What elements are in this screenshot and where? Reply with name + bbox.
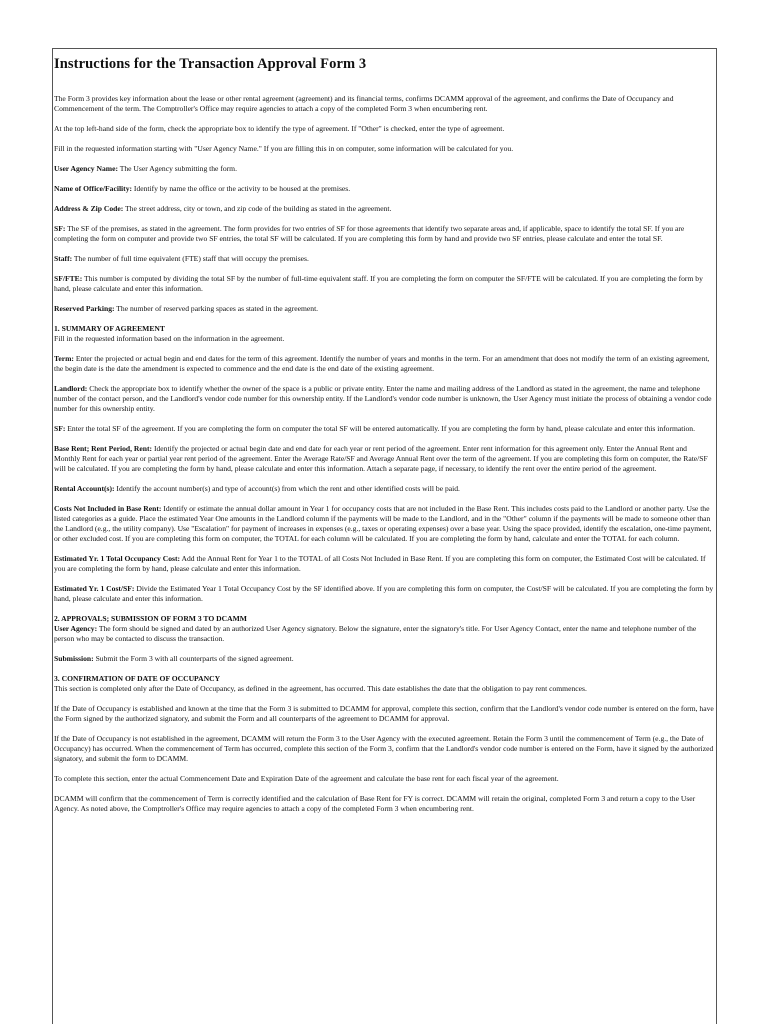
section-heading: 2. APPROVALS; SUBMISSION OF FORM 3 TO DCAMM xyxy=(54,614,247,623)
field-text: The number of reserved parking spaces as stated in the agreement. xyxy=(114,304,319,313)
field-label: Term: xyxy=(54,354,74,363)
section-heading: 3. CONFIRMATION OF DATE OF OCCUPANCY xyxy=(54,674,221,683)
field-instruction xyxy=(54,424,714,434)
section-paragraph: If the Date of Occupancy is established and known at the time that the Form 3 is submitted to DCAMM for approval, complete this section, confirm that the Landlord's vendor code number is entered on the form, have the Form signed by the authorized signatory, and submit the Form and all counterparts of the agreement to DCAMM for approval. xyxy=(54,704,714,723)
field-text: The User Agency submitting the form. xyxy=(117,164,237,173)
field-instruction xyxy=(54,254,714,264)
field-label: Estimated Yr. 1 Total Occupancy Cost: xyxy=(54,554,181,563)
intro-paragraph: Fill in the requested information starting with "User Agency Name." If you are filling this in on computer, some information will be calculated for you. xyxy=(54,144,514,153)
section-paragraph: To complete this section, enter the actual Commencement Date and Expiration Date of the agreement and calculate the base rent for each fiscal year of the agreement. xyxy=(54,774,559,783)
field-label: Rental Account(s): xyxy=(54,484,115,493)
field-text: Submit the Form 3 with all counterparts of the signed agreement. xyxy=(93,654,294,663)
field-instruction xyxy=(54,554,714,574)
field-instruction xyxy=(54,274,714,294)
field-instruction xyxy=(54,484,714,494)
field-instruction xyxy=(54,224,714,244)
field-instruction xyxy=(54,304,714,314)
field-text: The SF of the premises, as stated in the agreement. The form provides for two entries of SF for those agreements that identify two separate areas and, if applicable, space to identify the total SF. If you are completing the form on computer and provide two SF entries, the total SF will be calculated. If you are completing this form by hand and provide two SF entries, please calculate and enter the total SF. xyxy=(54,224,685,243)
intro-paragraph: The Form 3 provides key information about the lease or other rental agreement (agreement) and its financial terms, confirms DCAMM approval of the agreement, and confirms the Date of Occupancy and Commencement of the term. The Comptroller's Office may require agencies to attach a copy of the completed Form 3 when encumbering rent. xyxy=(54,94,674,113)
field-text: Divide the Estimated Year 1 Total Occupancy Cost by the SF identified above. If you are completing this form on computer, the Cost/SF will be calculated. If you are completing the form by hand, please calculate and enter this information. xyxy=(54,584,714,603)
field-label: Base Rent; Rent Period, Rent: xyxy=(54,444,153,453)
field-instruction xyxy=(54,204,714,214)
field-instruction xyxy=(54,444,714,474)
field-text: Identify the account number(s) and type of account(s) from which the rent and other identified costs will be paid. xyxy=(114,484,460,493)
document-body xyxy=(54,94,714,824)
section-paragraph: DCAMM will confirm that the commencement of Term is correctly identified and the calculation of Base Rent for FY is correct. DCAMM will retain the original, completed Form 3 and return a copy to the User Agency. As noted above, the Comptroller's Office may require agencies to attach a copy of the completed Form 3 when encumbering rent. xyxy=(54,794,696,813)
section-paragraph: If the Date of Occupancy is not established in the agreement, DCAMM will return the Form 3 to the User Agency with the executed agreement. Retain the Form 3 until the commencement of Term (e.g., the Date of Occupancy) has occurred. When the commencement of Term has occurred, complete this section of the Form 3, confirm that the Landlord's vendor code number is entered on the Form, have it signed by the authorized signatory, and submit the form to DCAMM. xyxy=(54,734,714,763)
field-label: User Agency Name: xyxy=(54,164,118,173)
field-label: Staff: xyxy=(54,254,73,263)
field-text: The number of full time equivalent (FTE) staff that will occupy the premises. xyxy=(72,254,309,263)
field-text: Check the appropriate box to identify whether the owner of the space is a public or private entity. Enter the name and mailing address of the Landlord as stated in the agreement, the name and telephone number of the contact person, and the Landlord's vendor code number for this ownership entity. If the Landlord's vendor code number is unknown, the User Agency must initiate the process of obtaining a vendor code number for this ownership entity. xyxy=(54,384,712,413)
section-text: This section is completed only after the Date of Occupancy, as defined in the agreement, has occurred. This date establishes the date that the obligation to pay rent commences. xyxy=(54,684,587,693)
field-label: Landlord: xyxy=(54,384,88,393)
intro-paragraph: At the top left-hand side of the form, check the appropriate box to identify the type of agreement. If "Other" is checked, enter the type of agreement. xyxy=(54,124,505,133)
field-instruction xyxy=(54,184,714,194)
field-instruction xyxy=(54,504,714,544)
field-instruction xyxy=(54,654,714,664)
field-label: User Agency: xyxy=(54,624,98,633)
field-instruction xyxy=(54,354,714,374)
field-label: SF: xyxy=(54,224,66,233)
field-text: Add the Annual Rent for Year 1 to the TOTAL of all Costs Not Included in Base Rent. If you are completing this form on computer, the Estimated Cost will be calculated. If you are completing the form by hand, please calculate and enter this information. xyxy=(54,554,706,573)
field-label: Name of Office/Facility: xyxy=(54,184,133,193)
field-text: This number is computed by dividing the total SF by the number of full-time equivalent staff. If you are completing the form on computer the SF/FTE will be calculated. If you are completing the form by hand, please calculate and enter this information. xyxy=(54,274,703,293)
section-confirmation xyxy=(54,674,714,694)
field-label: Submission: xyxy=(54,654,94,663)
field-label: Reserved Parking: xyxy=(54,304,115,313)
section-heading: 1. SUMMARY OF AGREEMENT xyxy=(54,324,165,333)
field-text: Identify the projected or actual begin date and end date for each year or rent period of the agreement. Enter rent information for this agreement only. Enter the Annual Rent and Monthly Rent for each year or partial year rent period of the agreement. Enter the Average Rate/SF and Average Annual Rent over the term of the agreement. If you are completing this form on computer, the Rate/SF will be calculated. If you are completing the form by hand, please calculate and enter this information. Attach a separate page, if necessary, to identify the rent over the entire period of the agreement. xyxy=(54,444,708,473)
field-label: Costs Not Included in Base Rent: xyxy=(54,504,162,513)
field-text: The street address, city or town, and zip code of the building as stated in the agreement. xyxy=(123,204,392,213)
field-text: Enter the projected or actual begin and end dates for the term of this agreement. Identify the number of years and months in the term. For an amendment that does not modify the term of an existing agreement, the begin date is the date the amendment is expected to commence and the end date is the end date of the existing agreement. xyxy=(54,354,710,373)
field-label: SF/FTE: xyxy=(54,274,83,283)
section-summary-intro xyxy=(54,324,714,344)
field-label: Estimated Yr. 1 Cost/SF: xyxy=(54,584,135,593)
document-title: Instructions for the Transaction Approval Form 3 xyxy=(54,56,367,72)
section-approvals xyxy=(54,614,714,644)
field-text: Identify by name the office or the activity to be housed at the premises. xyxy=(132,184,351,193)
field-instruction xyxy=(54,384,714,414)
field-text: Enter the total SF of the agreement. If you are completing the form on computer the total SF will be entered automatically. If you are completing the form by hand, please calculate and enter this information. xyxy=(65,424,695,433)
field-text: The form should be signed and dated by an authorized User Agency signatory. Below the signature, enter the signatory's title. For User Agency Contact, enter the name and telephone number of the person who may be contacted to discuss the transaction. xyxy=(54,624,697,643)
field-label: Address & Zip Code: xyxy=(54,204,124,213)
document-page xyxy=(52,48,717,1024)
field-instruction xyxy=(54,584,714,604)
field-text: Identify or estimate the annual dollar amount in Year 1 for occupancy costs that are not included in the Base Rent. This includes costs paid to the Landlord or another party. Use the listed categories as a guide. Place the estimated Year One amounts in the Landlord column if the payments will be made to the Landlord, and in the "Other" column if the payments will be made to someone other than the Landlord (e.g., the utility company). Use "Escalation" for payment of increases in expenses (e.g., taxes or operating expenses) over a base year. Using the space provided, identify the escalation, one-time payment, or other excluded cost. If you are completing this form on computer, the TOTAL for each column will be calculated. If you are completing the form by hand, calculate and enter the TOTAL for each column. xyxy=(54,504,712,543)
field-label: SF: xyxy=(54,424,66,433)
section-intro-text: Fill in the requested information based on the information in the agreement. xyxy=(54,334,285,343)
field-instruction xyxy=(54,164,714,174)
